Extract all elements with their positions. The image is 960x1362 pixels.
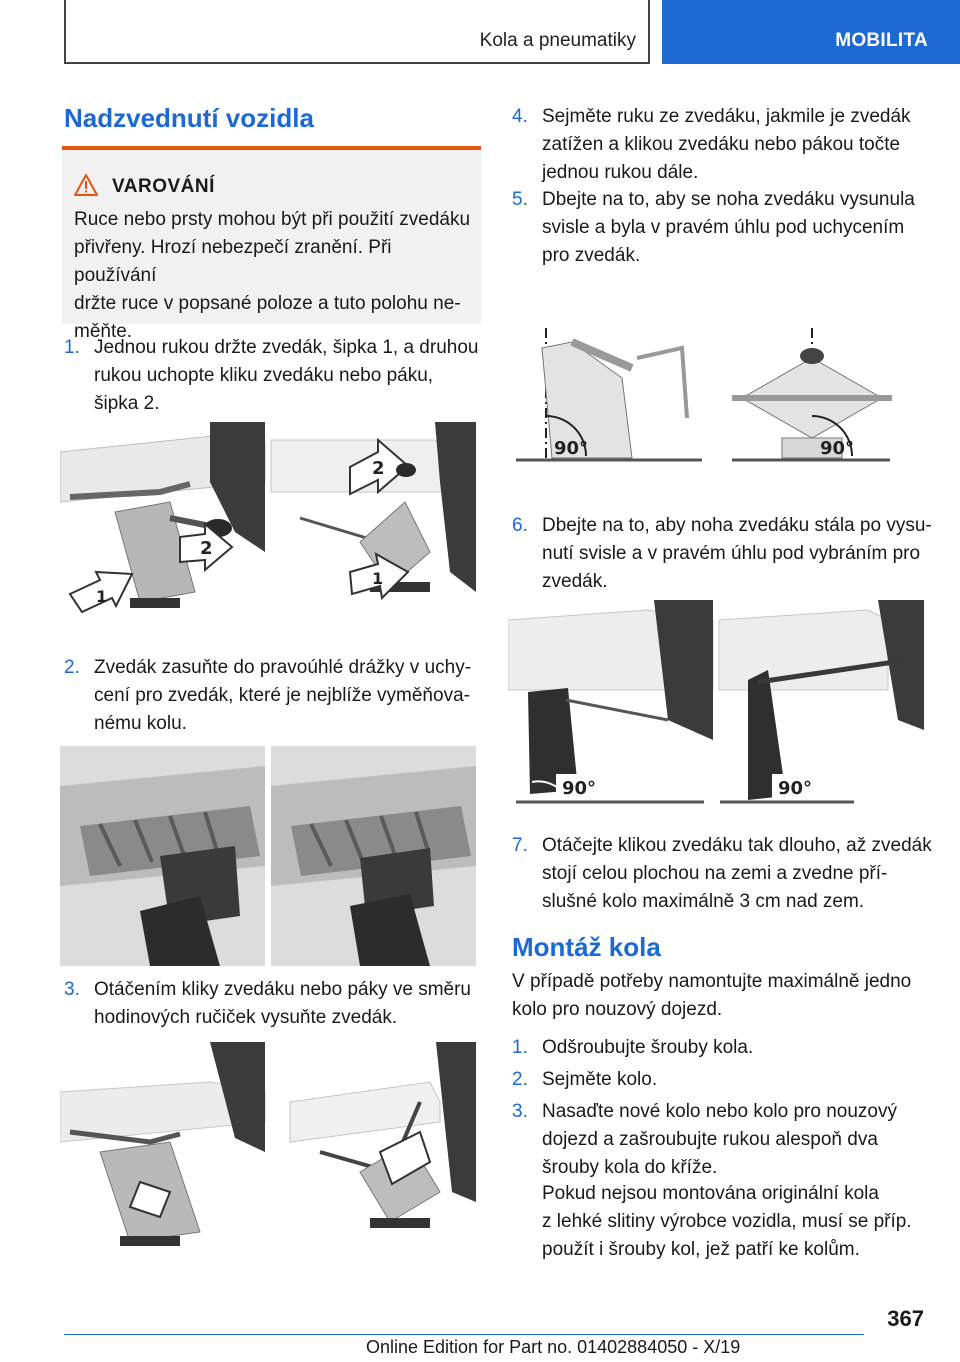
jack-crank-illustration (60, 1042, 476, 1256)
step-line: dojezd a zašroubujte rukou alespoň dva (542, 1129, 878, 1150)
note-line: použít i šrouby kol, jež patří ke kolům. (542, 1239, 860, 1260)
step-number: 7. (512, 835, 528, 856)
step-line: Zvedák zasuňte do pravoúhlé drážky v uchy‐ (94, 657, 472, 678)
step-line: zvedák. (542, 571, 608, 592)
step-line: zatížen a klikou zvedáku nebo pákou točte (542, 134, 901, 155)
step-line: hodinových ručiček vysuňte zvedák. (94, 1007, 398, 1028)
step-number: 2. (64, 657, 80, 678)
note-line: z lehké slitiny výrobce vozidla, musí se příp. (542, 1211, 912, 1232)
jack-hold-illustration (60, 422, 476, 618)
page-number: 367 (887, 1306, 924, 1331)
step-line: Otáčením kliky zvedáku nebo páky ve směru (94, 979, 472, 1000)
jack-standing-illustration (508, 600, 924, 806)
arrow-2-label: 2 (200, 538, 213, 559)
warning-line: měňte. (74, 321, 133, 342)
step-number: 2. (512, 1069, 528, 1090)
note-line: Pokud nejsou montována originální kola (542, 1183, 879, 1204)
jack-right-angle-diagram (512, 318, 892, 468)
step-line: Otáčejte klikou zvedáku tak dlouho, až zvedák (542, 835, 932, 856)
step-line: Sejměte ruku ze zvedáku, jakmile je zvedák (542, 106, 911, 127)
step-number: 1. (512, 1037, 528, 1058)
warning-label: VAROVÁNÍ (112, 176, 215, 197)
step-number: 3. (64, 979, 80, 1000)
section-title-wheel-mount: Montáž kola (512, 932, 661, 962)
warning-box (62, 146, 481, 342)
step-line: Odšroubujte šrouby kola. (542, 1037, 754, 1058)
step-line: Jednou rukou držte zvedák, šipka 1, a druhou (94, 337, 479, 358)
page-title: Nadzvednutí vozidla (64, 103, 314, 133)
step-line: cení pro zvedák, které je nejblíže vyměňova‐ (94, 685, 470, 706)
header-tab (662, 0, 960, 64)
step-line: šrouby kola do kříže. (542, 1157, 718, 1178)
header-tab-label: MOBILITA (835, 30, 928, 51)
warning-triangle-icon (74, 174, 98, 196)
step-line: Sejměte kolo. (542, 1069, 658, 1090)
step-number: 3. (512, 1101, 528, 1122)
angle-label-photo-right: 90° (778, 778, 813, 799)
angle-label: 90° (554, 438, 589, 459)
step-line: svisle a byla v pravém úhlu pod uchycením (542, 217, 905, 238)
step-line: šipka 2. (94, 393, 160, 414)
step-line: Dbejte na to, aby se noha zvedáku vysunula (542, 189, 915, 210)
footer-edition: Online Edition for Part no. 01402884050 - X/19 (366, 1337, 741, 1357)
step-number: 6. (512, 515, 528, 536)
arrow-1-label-right: 1 (372, 569, 384, 588)
header-section-box (64, 0, 650, 64)
angle-label-right: 90° (820, 438, 855, 459)
step-number: 4. (512, 106, 528, 127)
step-line: nému kolu. (94, 713, 187, 734)
step-number: 5. (512, 189, 528, 210)
warning-line: přivřeny. Hrozí nebezpečí zranění. Při používání (74, 237, 392, 286)
warning-line: Ruce nebo prsty mohou být při použití zvedáku (74, 209, 471, 230)
intro-line: V případě potřeby namontujte maximálně jedno (512, 971, 912, 992)
step-line: rukou uchopte kliku zvedáku nebo páku, (94, 365, 434, 386)
angle-label-photo-left: 90° (562, 778, 597, 799)
step-line: Dbejte na to, aby noha zvedáku stála po vysu‐ (542, 515, 932, 536)
step-number: 1. (64, 337, 80, 358)
footer-divider (64, 1334, 864, 1335)
step-line: nutí svisle a v pravém úhlu pod vybráním pro (542, 543, 921, 564)
step-line: slušné kolo maximálně 3 cm nad zem. (542, 891, 865, 912)
step-line: Nasaďte nové kolo nebo kolo pro nouzový (542, 1101, 897, 1122)
arrow-2-label-right: 2 (372, 458, 385, 479)
jack-socket-photo (60, 746, 476, 966)
warning-line: držte ruce v popsané poloze a tuto polohu ne‐ (74, 293, 461, 314)
warning-text (74, 206, 474, 346)
step-line: stojí celou plochou na zemi a zvedne pří‐ (542, 863, 888, 884)
step-line: jednou rukou dále. (542, 162, 699, 183)
intro-line: kolo pro nouzový dojezd. (512, 999, 723, 1020)
section-intro (512, 968, 932, 1024)
step-line: pro zvedák. (542, 245, 641, 266)
header-section-title: Kola a pneumatiky (479, 30, 636, 51)
mount-note (542, 1180, 942, 1264)
arrow-1-label: 1 (96, 587, 108, 606)
